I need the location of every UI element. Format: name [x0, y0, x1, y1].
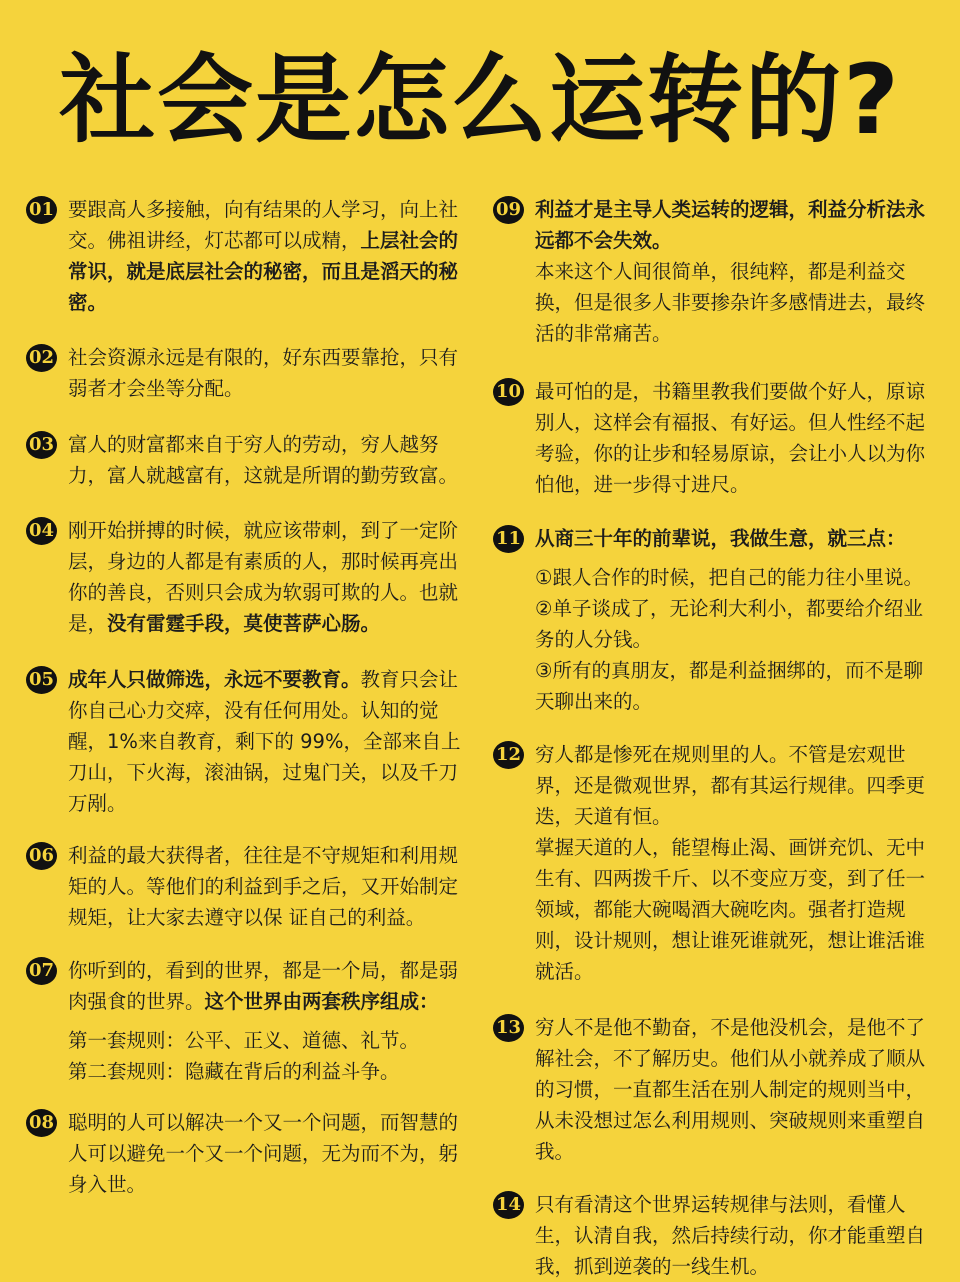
item-number-badge: 04	[26, 517, 57, 545]
item-text: ③所有的真朋友，都是利益捆绑的，而不是聊天聊出来的。	[535, 659, 923, 713]
item-number-badge: 05	[26, 666, 57, 694]
item-text: 要跟高人多接触，向有结果的人学习，向上社交。佛祖讲经，灯芯都可以成精，上层社会的常识，就是底层社会的秘密，而且是滔天的秘密。	[68, 198, 459, 314]
item-number-badge: 09	[493, 196, 524, 224]
item-text: ①跟人合作的时候，把自己的能力往小里说。	[535, 566, 923, 589]
item-text: 第二套规则：隐藏在背后的利益斗争。	[68, 1060, 400, 1083]
item-text: 穷人都是惨死在规则里的人。不管是宏观世界，还是微观世界，都有其运行规律。四季更迭，天道有恒。	[535, 743, 926, 828]
item-number-badge: 11	[493, 525, 524, 553]
list-item-09	[493, 194, 933, 349]
item-text: 最可怕的是，书籍里教我们要做个好人，原谅别人，这样会有福报、有好运。但人性经不起考验，你的让步和轻易原谅，会让小人以为你怕他，进一步得寸进尺。	[535, 380, 926, 496]
list-item-06	[26, 840, 466, 933]
item-text: 掌握天道的人，能望梅止渴、画饼充饥、无中生有、四两拨千斤、以不变应万变，到了任一领域，都能大碗喝酒大碗吃肉。强者打造规则，设计规则，想让谁死谁就死，想让谁活谁就活。	[535, 836, 926, 983]
item-number-badge: 07	[26, 957, 57, 985]
item-number-badge: 01	[26, 196, 57, 224]
item-text: 社会资源永远是有限的，好东西要靠抢，只有弱者才会坐等分配。	[68, 346, 459, 400]
page-title: 社会是怎么运转的?	[59, 44, 901, 156]
item-text: 刚开始拼搏的时候，就应该带刺，到了一定阶层，身边的人都是有素质的人，那时候再亮出你的善良，否则只会成为软弱可欺的人。也就是，没有雷霆手段，莫使菩萨心肠。	[68, 519, 459, 635]
item-text: 富人的财富都来自于穷人的劳动，穷人越努力，富人就越富有，这就是所谓的勤劳致富。	[68, 433, 459, 487]
list-item-14	[493, 1189, 933, 1282]
list-item-04	[26, 515, 466, 639]
item-number-badge: 08	[26, 1109, 57, 1137]
item-number-badge: 14	[493, 1191, 524, 1219]
item-number-badge: 03	[26, 431, 57, 459]
list-item-05	[26, 664, 466, 819]
item-text: 从商三十年的前辈说，我做生意，就三点：	[535, 527, 906, 550]
item-text: 穷人不是他不勤奋，不是他没机会，是他不了解社会，不了解历史。他们从小就养成了顺从的习惯，一直都生活在别人制定的规则当中，从未没想过怎么利用规则、突破规则来重塑自我。	[535, 1016, 926, 1163]
item-text: 第一套规则：公平、正义、道德、礼节。	[68, 1029, 420, 1052]
list-item-08	[26, 1107, 466, 1200]
right-column	[493, 194, 933, 1282]
item-text: 聪明的人可以解决一个又一个问题，而智慧的人可以避免一个又一个问题，无为而不为，躬身入世。	[68, 1111, 459, 1196]
item-text: 只有看清这个世界运转规律与法则，看懂人生，认清自我，然后持续行动，你才能重塑自我，抓到逆袭的一线生机。	[535, 1193, 926, 1278]
item-number-badge: 12	[493, 741, 524, 769]
list-item-13	[493, 1012, 933, 1167]
item-text: 本来这个人间很简单，很纯粹，都是利益交换，但是很多人非要掺杂许多感情进去，最终活的非常痛苦。	[535, 260, 926, 345]
list-item-11	[493, 523, 933, 717]
item-number-badge: 13	[493, 1014, 524, 1042]
item-number-badge: 10	[493, 378, 524, 406]
item-text: 成年人只做筛选，永远不要教育。教育只会让你自己心力交瘁，没有任何用处。认知的觉醒，1%来自教育，剩下的 99%，全部来自上刀山，下火海，滚油锅，过鬼门关，以及千刀万剐。	[68, 668, 461, 815]
item-number-badge: 02	[26, 344, 57, 372]
item-text: 利益的最大获得者，往往是不守规矩和利用规矩的人。等他们的利益到手之后，又开始制定规矩，让大家去遵守以保 证自己的利益。	[68, 844, 459, 929]
list-item-02	[26, 342, 466, 404]
left-column	[26, 194, 466, 1200]
list-item-12	[493, 739, 933, 987]
item-number-badge: 06	[26, 842, 57, 870]
item-text: 利益才是主导人类运转的逻辑，利益分析法永远都不会失效。	[535, 198, 926, 252]
item-text: ②单子谈成了，无论利大利小，都要给介绍业务的人分钱。	[535, 597, 923, 651]
list-item-01	[26, 194, 466, 318]
list-item-07	[26, 955, 466, 1087]
list-item-03	[26, 429, 466, 491]
item-text: 你听到的，看到的世界，都是一个局，都是弱肉强食的世界。这个世界由两套秩序组成：	[68, 959, 459, 1013]
list-item-10	[493, 376, 933, 500]
